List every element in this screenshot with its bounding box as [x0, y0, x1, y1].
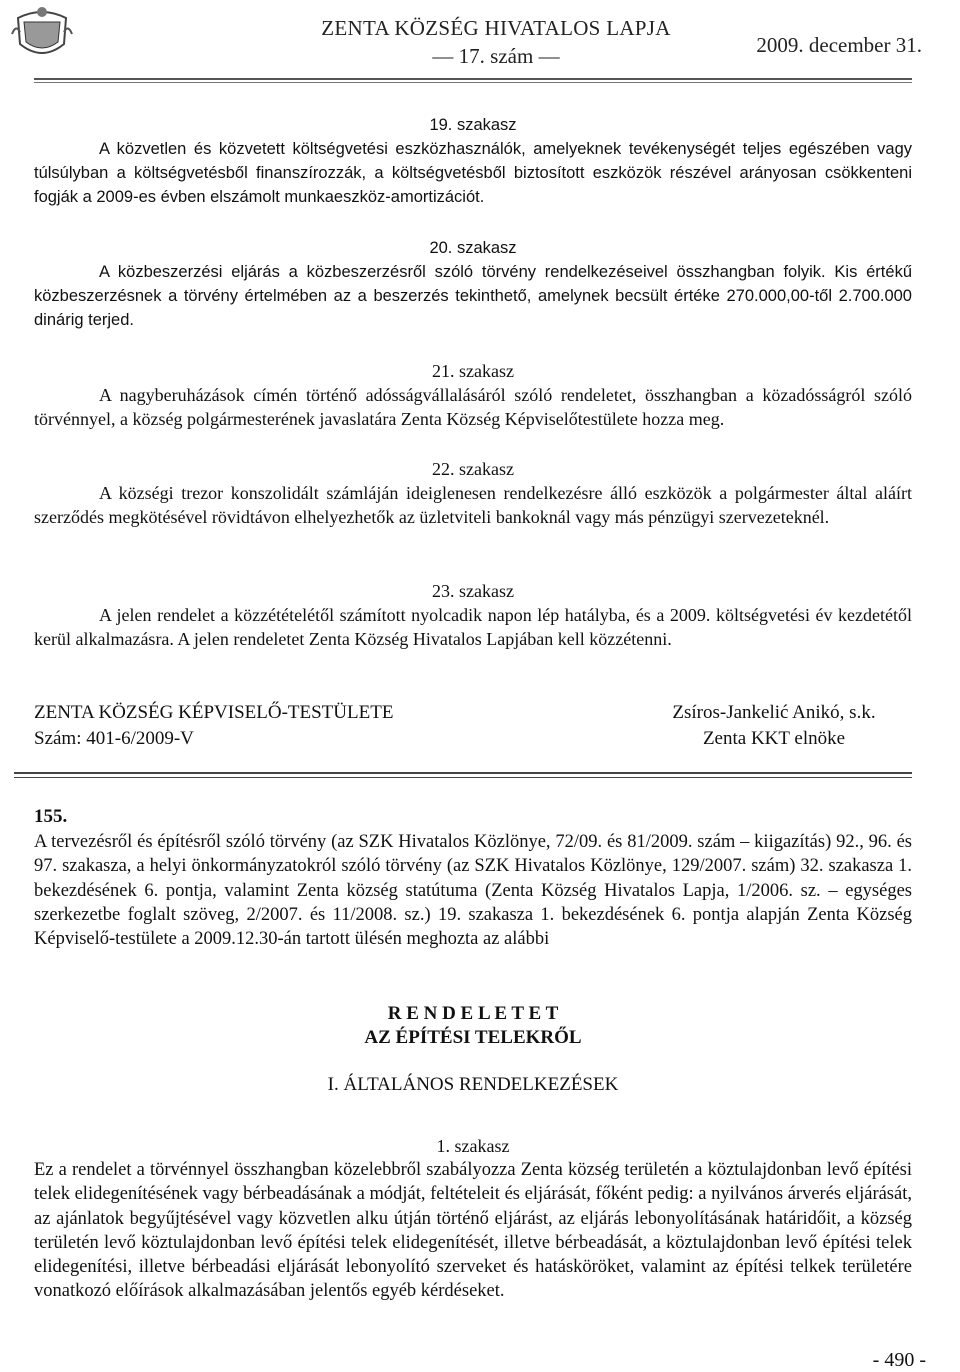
chair-title: Zenta KKT elnöke	[702, 728, 846, 749]
document-page	[34, 0, 926, 1371]
issue-number: — 17. szám —	[432, 44, 560, 68]
section-title: 19. szakasz	[429, 116, 517, 134]
page-number: - 490 -	[872, 1349, 926, 1371]
section-text: Ez a rendelet a törvénnyel összhangban közelebbről szabályozza Zenta község területén a köztulajdonban levő építési telek elidegenítésének vagy bérbeadásának a módját, feltételeit és eljárását, főként pedig: a nyilvános árverés eljárását, az ajánlatok begyűjtésével vagy közvetlen alku útján történő eljárást, az eljárás lebonyolításának határidőit, a község területén levő köztulajdonban levő építési telek elidegenítését, illetve bérbeadását, a köztulajdonban levő építési telek elidegenítési, illetve bérbeadási eljárását lebonyolító szerveket és hatásköröket, valamint az építési telkek területére vonatkozó előírások alkalmazásában jelentős egyéb kérdéseket.	[34, 1160, 912, 1302]
coat-of-arms-icon	[10, 4, 74, 64]
section-1	[34, 1134, 912, 1304]
section-title: 21. szakasz	[432, 361, 514, 381]
header-divider	[34, 78, 912, 80]
gazette-title: ZENTA KÖZSÉG HIVATALOS LAPJA	[321, 16, 671, 40]
section-23	[34, 579, 912, 651]
council-signature-block	[34, 700, 393, 752]
section-22	[34, 457, 912, 529]
section-20	[34, 236, 912, 333]
decree-title: R E N D E L E T E T	[387, 1003, 559, 1024]
document-separator	[14, 772, 912, 774]
chair-name: Zsíros-Jankelić Anikó, s.k.	[672, 702, 876, 723]
section-text: A jelen rendelet a közzétételétől számított nyolcadik napon lép hatályba, és a 2009. költségvetési év kezdetétől kerül alkalmazásra. A jelen rendeletet Zenta Község Hivatalos Lapjában kell közzétenni.	[34, 605, 912, 650]
issue-date: 2009. december 31.	[756, 33, 922, 57]
header-divider-thin	[34, 82, 912, 83]
document-separator-thin	[14, 777, 912, 778]
chapter-title: I. ÁLTALÁNOS RENDELKEZÉSEK	[327, 1074, 619, 1095]
section-title: 22. szakasz	[432, 459, 514, 479]
chair-signature-block	[654, 700, 894, 752]
section-title: 1. szakasz	[436, 1136, 510, 1156]
section-21	[34, 359, 912, 431]
section-title: 23. szakasz	[432, 581, 514, 601]
document-reference: Szám: 401-6/2009-V	[34, 728, 194, 749]
section-text: A közbeszerzési eljárás a közbeszerzésről szóló törvény rendelkezéseivel összhangban folyik. Kis értékű közbeszerzésnek a törvény értelmében az a beszerzés tekinthető, amelynek becsült értéke 270.000,00-től 2.700.000 dinárig terjed.	[34, 263, 912, 330]
section-text: A közvetlen és közvetett költségvetési eszközhasználók, amelyeknek tevékenységét teljes egészében vagy túlsúlyban a költségvetésből finanszírozzák, a költségvetésből biztosított eszközök részével arányosan csökkenteni fogják a 2009-es évben elszámolt munkaeszköz-amortizációt.	[34, 140, 912, 207]
section-text: A nagyberuházások címén történő adósságvállalásáról szóló rendeletet, összhangban a közadósságról szóló törvénnyel, a község polgármesterének javaslatára Zenta Község Képviselőtestülete hozza meg.	[34, 385, 912, 430]
decree-subtitle: AZ ÉPÍTÉSI TELEKRŐL	[364, 1027, 582, 1048]
council-name: ZENTA KÖZSÉG KÉPVISELŐ-TESTÜLETE	[34, 702, 394, 723]
document-preamble: A tervezésről és építésről szóló törvény (az SZK Hivatalos Közlönye, 72/09. és 81/2009. szám – kiigazítás) 92., 96. és 97. szakasza, a helyi önkormányzatokról szóló törvény (az SZK Hivatalos Közlönye, 129/2007. szám) 32. szakasza 1. bekezdésének 6. pontja, valamint Zenta község statútuma (Zenta Község Hivatalos Lapja, 1/2006. sz. – egységes szerkezetbe foglalt szöveg, 2/2007. és 11/2008. sz.) 19. szakasza 1. bekezdésének 6. pontja alapján Zenta Község Képviselő-testülete a 2009.12.30-án tartott ülésén meghozta az alábbi	[34, 832, 912, 950]
section-text: A községi trezor konszolidált számláján ideiglenesen rendelkezésre álló eszközök a polgármester által aláírt szerződés megkötésével rövidtávon elhelyezhetők az üzletviteli bankoknál vagy más pénzügyi szervezeteknél.	[34, 483, 912, 528]
section-19	[34, 113, 912, 210]
section-title: 20. szakasz	[429, 239, 517, 257]
document-number: 155.	[34, 806, 68, 827]
